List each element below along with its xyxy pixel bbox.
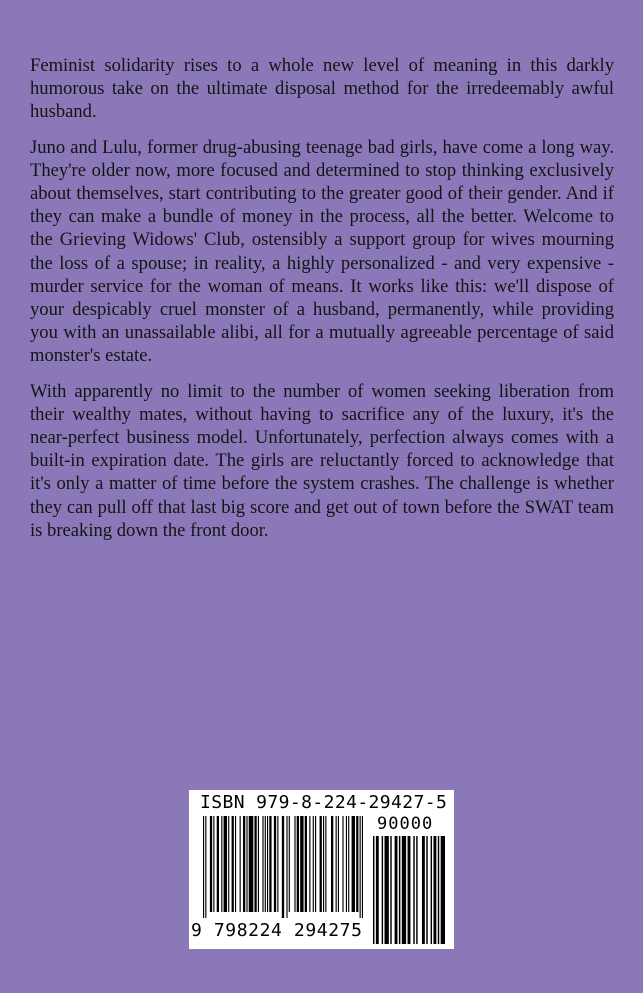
isbn-label: ISBN 979-8-224-29427-5 xyxy=(200,792,448,813)
barcode-bar xyxy=(331,816,333,912)
blurb-paragraph-1: Feminist solidarity rises to a whole new level of meaning in this darkly humorous take on the ultimate disposal method for the irredeemably awful husband. xyxy=(30,55,614,123)
barcode-bar xyxy=(313,816,314,912)
barcode-bar xyxy=(269,816,271,912)
barcode-bar xyxy=(373,836,374,944)
barcode-bar xyxy=(346,816,347,912)
barcode-bar xyxy=(254,816,256,912)
barcode-bar xyxy=(305,816,307,912)
barcode-bar xyxy=(235,816,236,912)
barcode-bar xyxy=(325,816,326,912)
barcode-bar xyxy=(243,816,245,912)
barcode-bar xyxy=(277,816,278,912)
barcode-bar xyxy=(205,816,206,918)
barcode-bar xyxy=(246,816,247,912)
blurb-paragraph-3: With apparently no limit to the number of women seeking liberation from their wealthy mates, without having to sacrifice any of the luxury, it's the near-perfect business model. Unfortunately, perfection always comes with a built-in expiration date. The girls are reluctantly forced to acknowledge that it's only a matter of time before the system crashes. The challenge is whether they can pull off that last big score and get out of town before the SWAT team is breaking down the front door. xyxy=(30,380,614,541)
barcode-bar xyxy=(360,816,361,918)
barcode-bar xyxy=(258,816,259,912)
barcode-bar xyxy=(402,836,406,944)
blurb-paragraph-2: Juno and Lulu, former drug-abusing teenage bad girls, have come a long way. They're older now, more focused and determined to stop thinking exclusively about themselves, start contributing to the greater good of their gender. And if they can make a bundle of money in the process, all the better. Welcome to the Grieving Widows' Club, ostensibly a support group for wives mourning the loss of a spouse; in reality, a highly personalized - and very expensive - murder service for the woman of means. It works like this: we'll dispose of your despicably cruel monster of a husband, permanently, while providing you with an unassailable alibi, all for a mutually agreeable percentage of said monster's estate. xyxy=(30,136,614,367)
barcode-bar xyxy=(399,836,400,944)
barcode-bar xyxy=(203,816,204,918)
barcode-bar xyxy=(274,816,276,912)
price-code: 90000 xyxy=(377,814,434,834)
barcode-bar xyxy=(385,836,389,944)
barcode-bar xyxy=(431,836,432,944)
barcode-bar xyxy=(213,816,214,912)
isbn-barcode xyxy=(189,790,454,949)
barcode-bar xyxy=(376,836,379,944)
barcode-bar xyxy=(286,816,287,918)
barcode-bar xyxy=(323,816,324,912)
barcode-bar xyxy=(382,836,383,944)
barcode-bar xyxy=(413,836,414,944)
barcode-bar xyxy=(395,836,398,944)
barcode-bar xyxy=(224,816,227,912)
barcode-bar xyxy=(262,816,263,912)
ean-barcode-bars xyxy=(203,816,363,918)
barcode-bar xyxy=(249,816,254,912)
barcode-bar xyxy=(422,836,425,944)
barcode-bar xyxy=(265,816,266,912)
barcode-bar xyxy=(282,816,284,918)
barcode-bar xyxy=(338,816,339,912)
barcode-digits: 9 798224 294275 xyxy=(191,920,363,941)
barcode-bar xyxy=(441,836,445,944)
barcode-bar xyxy=(336,816,337,912)
barcode-bar xyxy=(426,836,427,944)
barcode-bar xyxy=(210,816,212,912)
addon-barcode-bars xyxy=(373,836,445,944)
barcode-bar xyxy=(416,836,417,944)
barcode-bar xyxy=(240,816,241,912)
barcode-bar xyxy=(438,836,439,944)
barcode-bar xyxy=(433,836,436,944)
barcode-bar xyxy=(221,816,222,912)
barcode-bar xyxy=(228,816,229,912)
barcode-bar xyxy=(352,816,355,912)
barcode-bar xyxy=(289,816,290,912)
barcode-bar xyxy=(408,836,411,944)
barcode-bar xyxy=(348,816,349,912)
barcode-bar xyxy=(342,816,343,912)
barcode-bar xyxy=(362,816,363,918)
barcode-bar xyxy=(320,816,322,912)
barcode-bar xyxy=(294,816,295,912)
barcode-bar xyxy=(217,816,219,912)
barcode-bar xyxy=(300,816,303,912)
cover-blurb xyxy=(30,54,614,542)
barcode-bar xyxy=(297,816,299,912)
barcode-bar xyxy=(309,816,310,912)
barcode-bar xyxy=(232,816,234,912)
barcode-bar xyxy=(315,816,316,912)
barcode-bar xyxy=(356,816,358,912)
barcode-bar xyxy=(390,836,391,944)
barcode-bar xyxy=(267,816,268,912)
